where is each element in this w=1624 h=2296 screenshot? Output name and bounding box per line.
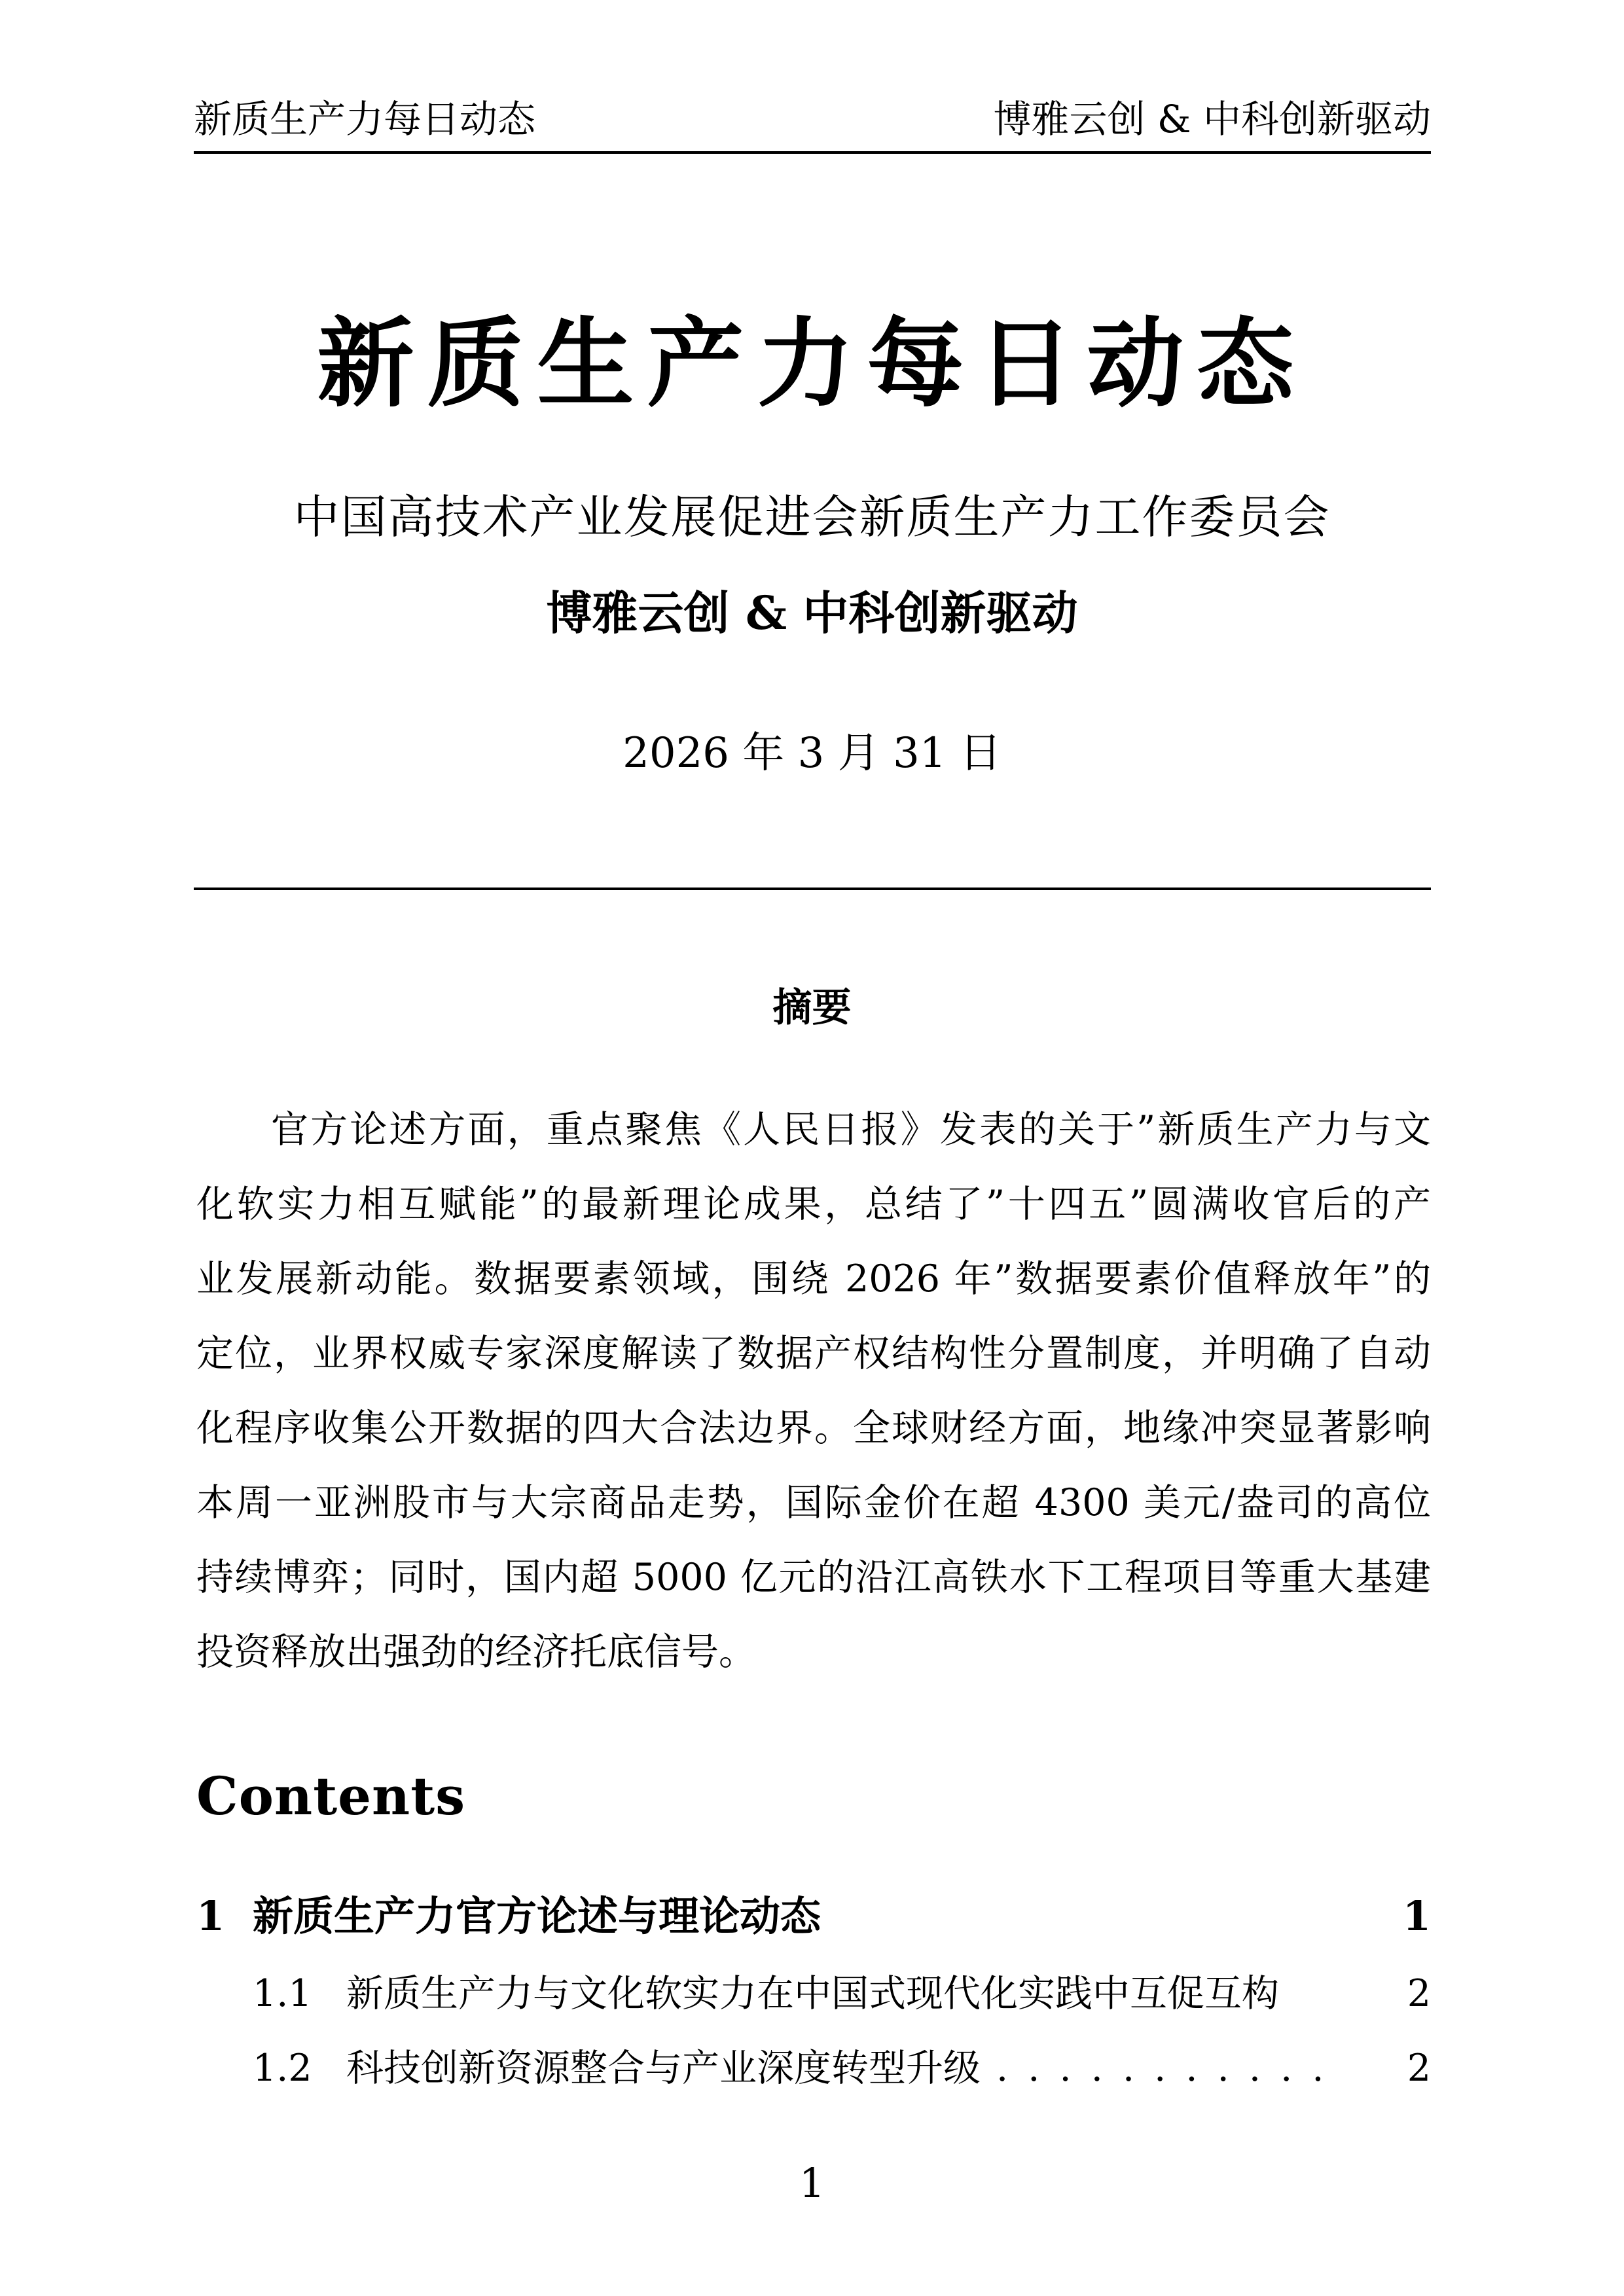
header-left-title: 新质生产力每日动态 — [194, 97, 536, 141]
contents-heading: Contents — [196, 1765, 466, 1827]
toc-entry-section-1-1[interactable] — [196, 1964, 1431, 2017]
header-rule — [194, 151, 1431, 154]
footer-page-number: 1 — [799, 2159, 825, 2207]
abstract-line: 持续博弈；同时，国内超 5000 亿元的沿江高铁水下工程项目等重大基建 — [196, 1556, 1431, 1599]
toc-entry-number: 1 — [196, 1892, 225, 1940]
abstract-line: 化程序收集公开数据的四大合法边界。全球财经方面，地缘冲突显著影响 — [196, 1407, 1431, 1450]
abstract-line: 业发展新动能。数据要素领域，围绕 2026 年”数据要素价值释放年”的 — [196, 1257, 1431, 1300]
abstract-line: 官方论述方面，重点聚焦《人民日报》发表的关于”新质生产力与文 — [271, 1108, 1431, 1151]
abstract-line: 化软实力相互赋能”的最新理论成果，总结了”十四五”圆满收官后的产 — [196, 1183, 1431, 1226]
abstract-heading: 摘要 — [772, 985, 852, 1031]
toc-entry-number: 1.2 — [253, 2047, 312, 2090]
abstract-line: 定位，业界权威专家深度解读了数据产权结构性分置制度，并明确了自动 — [196, 1332, 1431, 1375]
abstract-line: 投资释放出强劲的经济托底信号。 — [196, 1630, 756, 1674]
titlepage-rule — [194, 888, 1431, 890]
document-subtitle: 中国高技术产业发展促进会新质生产力工作委员会 — [293, 490, 1331, 544]
toc-entry-title: 新质生产力与文化软实力在中国式现代化实践中互促互构 — [346, 1972, 1279, 2015]
toc-entry-title: 新质生产力官方论述与理论动态 — [253, 1892, 821, 1940]
abstract-paragraph — [196, 1092, 1431, 1689]
toc-entry-section-1[interactable] — [196, 1884, 1431, 1942]
toc-entry-section-1-2[interactable] — [196, 2038, 1431, 2092]
toc-dot-leaders: . . . . . . . . . . . — [996, 2047, 1328, 2090]
page-header — [194, 98, 1431, 141]
document-organization: 博雅云创 & 中科创新驱动 — [546, 586, 1078, 640]
toc-entry-page: 2 — [1407, 1972, 1431, 2015]
document-title: 新质生产力每日动态 — [317, 306, 1307, 420]
header-right-title: 博雅云创 & 中科创新驱动 — [993, 97, 1431, 141]
document-date: 2026 年 3 月 31 日 — [623, 729, 1001, 778]
abstract-line: 本周一亚洲股市与大宗商品走势，国际金价在超 4300 美元/盎司的高位 — [196, 1481, 1431, 1524]
toc-entry-page: 1 — [1402, 1892, 1431, 1940]
toc-entry-number: 1.1 — [253, 1972, 312, 2015]
toc-entry-title: 科技创新资源整合与产业深度转型升级 — [346, 2047, 981, 2090]
toc-entry-page: 2 — [1407, 2047, 1431, 2090]
